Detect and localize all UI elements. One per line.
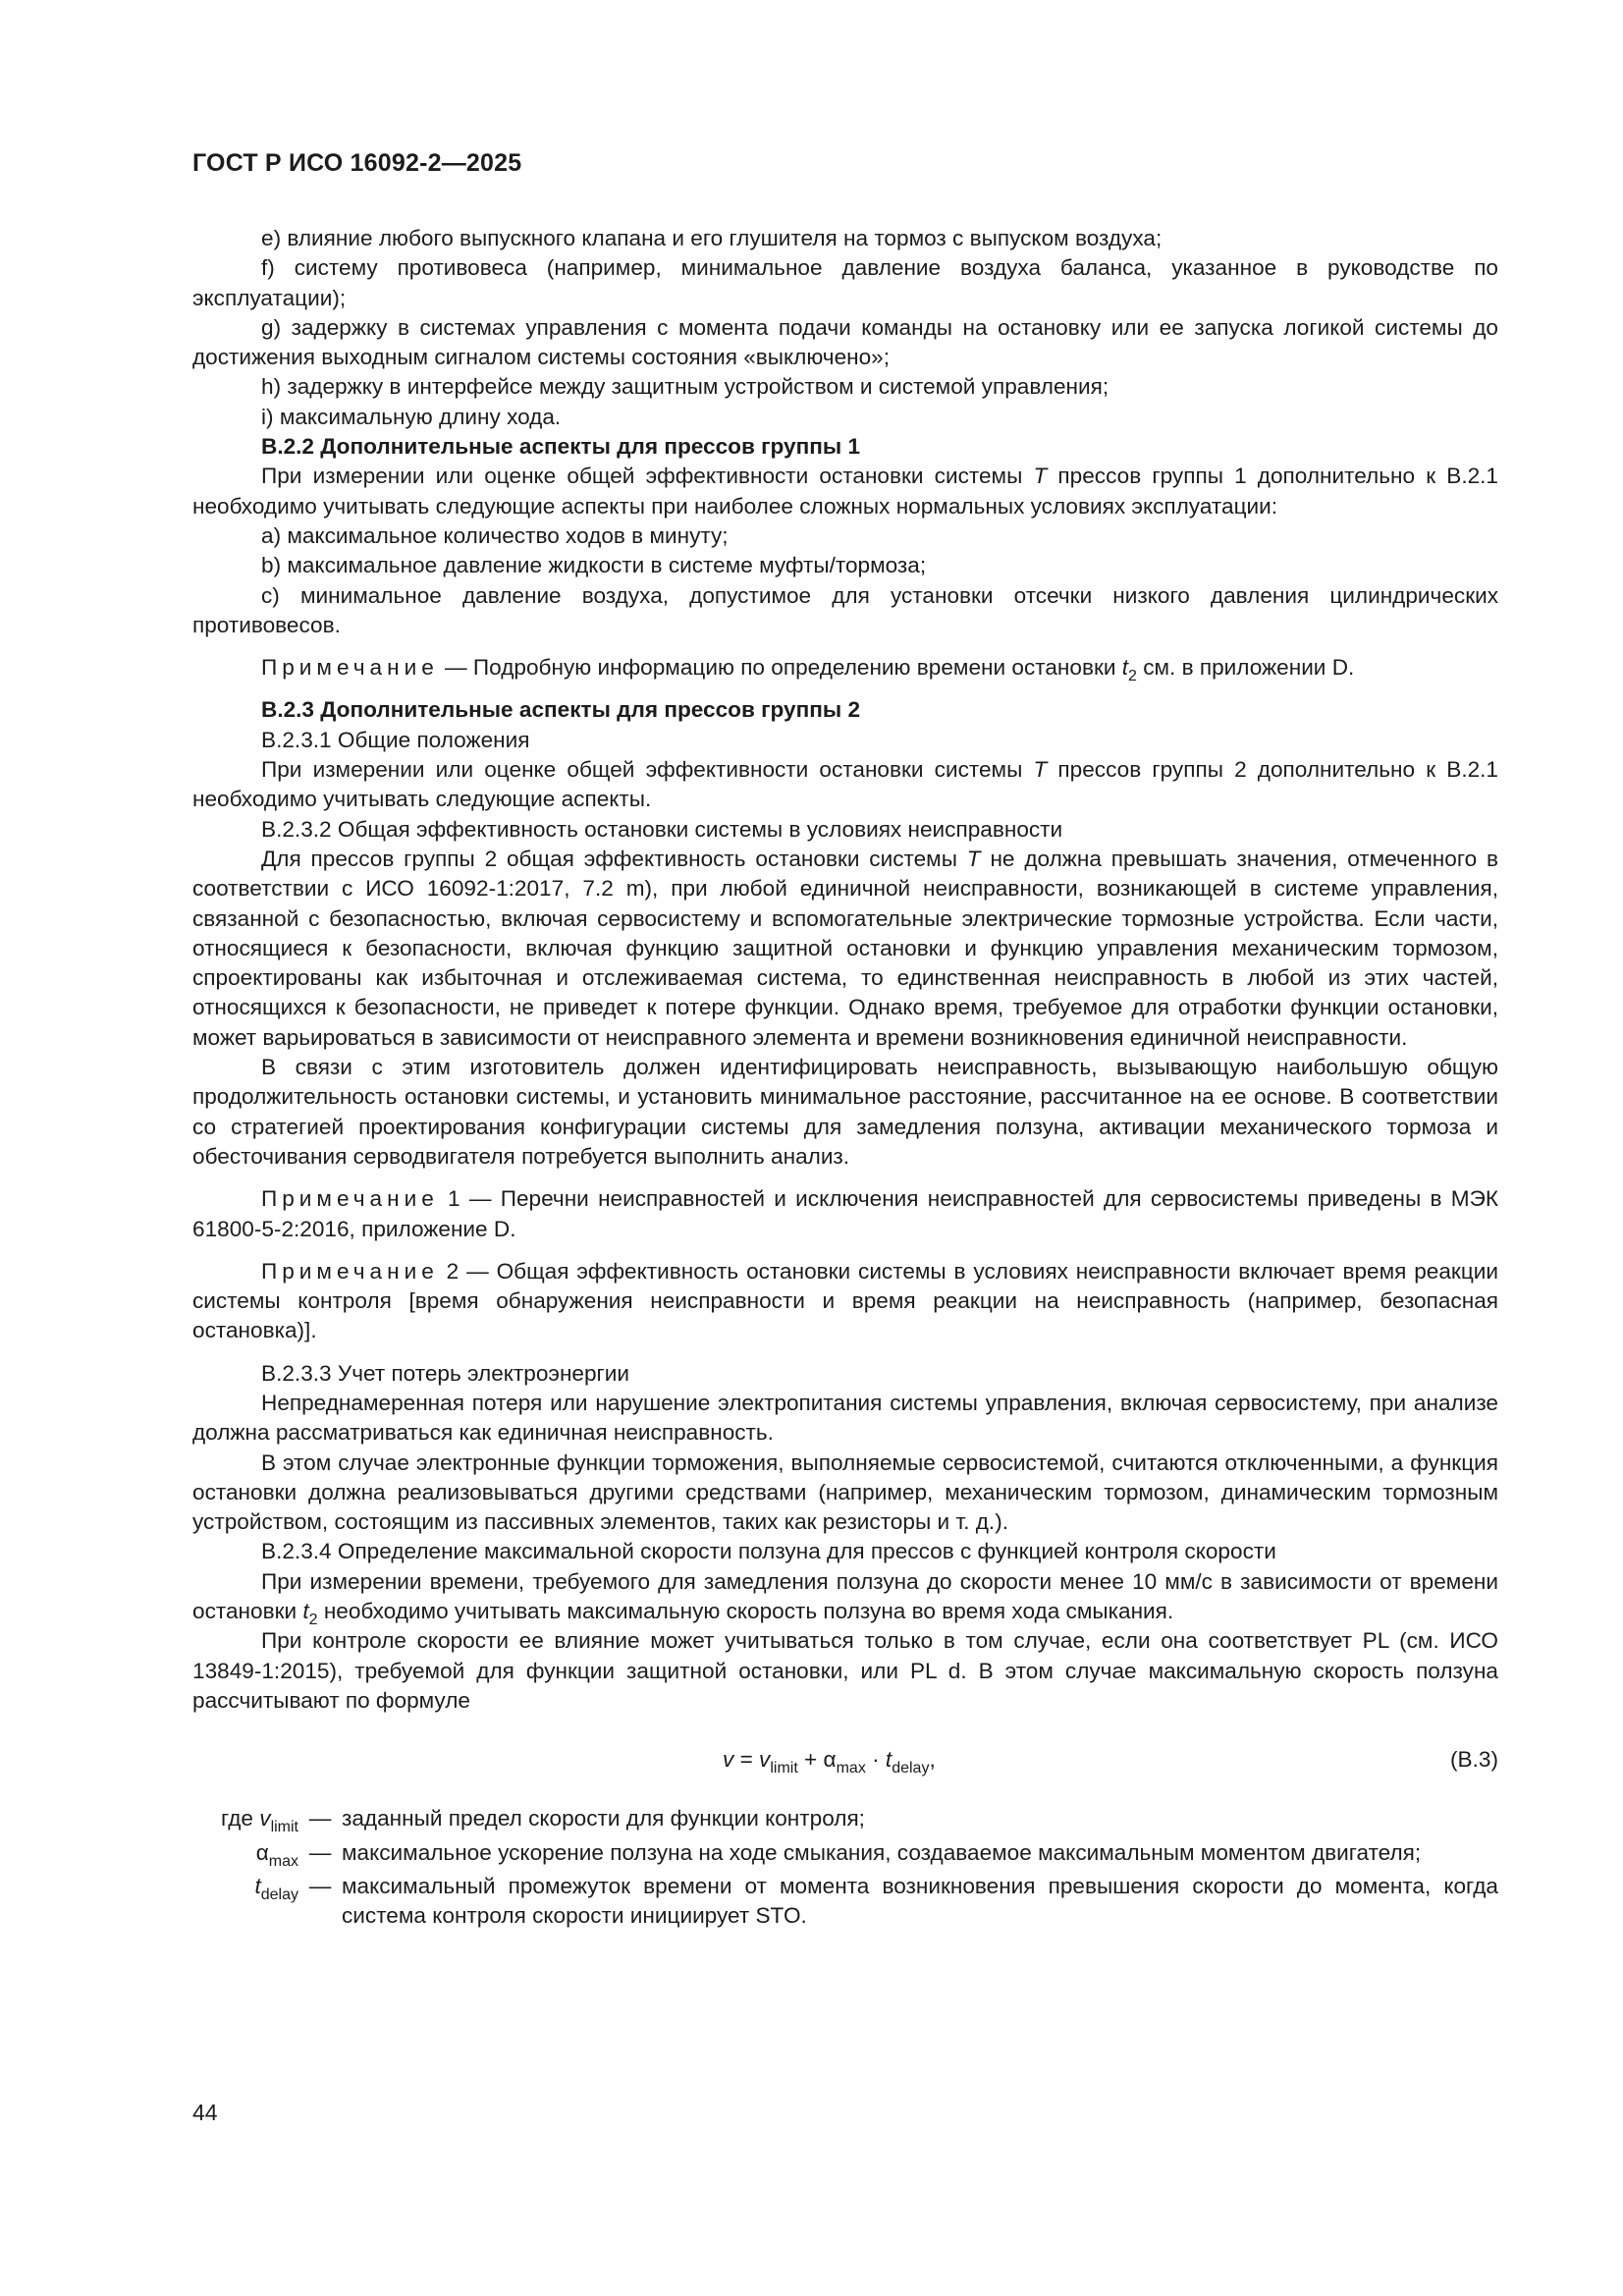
paragraph-b232-2: В связи с этим изготовитель должен идентифицировать неисправность, вызывающую наибольшую общую продолжительность остановки системы, и установить минимальное расстояние, рассчитанное на ее основе. В соответствии со стратегией проектирования конфигурации системы для замедления ползуна, активации механического тормоза и обесточивания серводвигателя потребуется выполнить анализ.	[192, 1055, 1498, 1169]
section-heading-b23: В.2.3 Дополнительные аспекты для прессов группы 2	[261, 697, 861, 723]
list-item-f: f) систему противовеса (например, минимальное давление воздуха баланса, указанное в руководстве по эксплуатации);	[192, 255, 1498, 310]
where-definition-amax: максимальное ускорение ползуна на ходе смыкания, создаваемое максимальным моментом двигателя;	[342, 1839, 1422, 1865]
paragraph-b233-1: Непреднамеренная потеря или нарушение электропитания системы управления, включая сервосистему, при анализе должна рассматриваться как единичная неисправность.	[192, 1390, 1498, 1446]
note-b22: Примечание — Подробную информацию по определению времени остановки $t_2$ см. в приложении D.	[261, 655, 1355, 685]
subsection-heading-b233: В.2.3.3 Учет потерь электроэнергии	[261, 1360, 630, 1386]
section-heading-b22: В.2.2 Дополнительные аспекты для прессов группы 1	[261, 434, 861, 460]
note-label: Примечание	[261, 1186, 439, 1212]
list-item-c: c) минимальное давление воздуха, допустимое для установки отсечки низкого давления цилиндрических противовесов.	[192, 582, 1498, 637]
where-definition-tdelay: максимальный промежуток времени от момента возникновения превышения скорости до момента, когда система контроля скорости инициирует STO.	[342, 1873, 1498, 1929]
note-1: Примечание 1 — Перечни неисправностей и исключения неисправностей для сервосистемы приведены в МЭК 61800-5-2:2016, приложение D.	[192, 1186, 1498, 1241]
formula-b3	[192, 1745, 1498, 1778]
paragraph-b232-1: Для прессов группы 2 общая эффективность остановки системы T не должна превышать значения, отмеченного в соответствии с ИСО 16092-1:2017, 7.2 m), при любой единичной неисправности, возникающей в системе управления, связанной с безопасностью, включая сервосистему и вспомогательные электрические тормозные устройства. Если части, относящиеся к безопасности, включая функцию защитной остановки и функцию управления механическим тормозом, спроектированы как избыточная и отслеживаемая система, то единственная неисправность в любой из этих частей, относящихся к безопасности, не приведет к потере функции. Однако время, требуемое для отработки функции остановки, может варьироваться в зависимости от неисправного элемента и времени возникновения единичной неисправности.	[192, 846, 1498, 1050]
where-dash: —	[308, 1873, 332, 1898]
where-dash: —	[308, 1839, 332, 1865]
paragraph-b22-intro: При измерении или оценке общей эффективности остановки системы T прессов группы 1 дополнительно к В.2.1 необходимо учитывать следующие аспекты при наиболее сложных нормальных условиях эксплуатации:	[192, 464, 1499, 519]
subsection-heading-b231: В.2.3.1 Общие положения	[261, 727, 530, 752]
formula-expression: $v = v_{limit} + \alpha_{max} \cdot t_{delay}$,	[723, 1747, 936, 1777]
note-2: Примечание 2 — Общая эффективность остановки системы в условиях неисправности включает время реакции системы контроля [время обнаружения неисправности и время реакции на неисправность (например, безопасная остановка)].	[192, 1258, 1498, 1343]
paragraph-b234-1: При измерении времени, требуемого для замедления ползуна до скорости менее 10 мм/с в зависимости от времени остановки $t_2$ необходимо учитывать максимальную скорость ползуна во время хода смыкания.	[192, 1568, 1498, 1629]
paragraph-b234-2: При контроле скорости ее влияние может учитываться только в том случае, если она соответствует PL (см. ИСО 13849-1:2015), требуемой для функции защитной остановки, или PL d. В этом случае максимальную скорость ползуна рассчитывают по формуле	[192, 1628, 1498, 1713]
note-label: Примечание	[261, 655, 439, 681]
where-dash: —	[308, 1806, 332, 1831]
list-item-b: b) максимальное давление жидкости в системе муфты/тормоза;	[261, 553, 927, 578]
subsection-heading-b234: В.2.3.4 Определение максимальной скорости ползуна для прессов с функцией контроля скорости	[261, 1539, 1276, 1564]
list-item-e: e) влияние любого выпускного клапана и его глушителя на тормоз с выпуском воздуха;	[261, 226, 1163, 250]
list-item-a: a) максимальное количество ходов в минуту;	[261, 522, 729, 548]
where-definition-vlimit: заданный предел скорости для функции контроля;	[342, 1806, 865, 1831]
where-symbol-amax: $\alpha_{max}$	[255, 1839, 298, 1870]
note-label: Примечание	[261, 1258, 439, 1284]
page-header: ГОСТ Р ИСО 16092-2—2025	[192, 149, 522, 177]
paragraph-b231: При измерении или оценке общей эффективности остановки системы T прессов группы 2 дополнительно к В.2.1 необходимо учитывать следующие аспекты.	[192, 757, 1499, 812]
where-symbol-tdelay: $t_{delay}$	[254, 1873, 298, 1903]
list-item-i: i) максимальную длину хода.	[261, 404, 562, 429]
list-item-h: h) задержку в интерфейсе между защитным устройством и системой управления;	[261, 374, 1109, 400]
where-list	[192, 1804, 1498, 1931]
where-symbol-vlimit: где $v_{limit}$	[221, 1806, 298, 1836]
formula-number: (B.3)	[1450, 1747, 1498, 1773]
paragraph-b233-2: В этом случае электронные функции торможения, выполняемые сервосистемой, считаются отключенными, а функция остановки должна реализовываться другими средствами (например, механическим тормозом, динамическим тормозным устройством, состоящим из пассивных элементов, таких как резисторы и т. д.).	[192, 1449, 1498, 1535]
page-number: 44	[192, 2100, 218, 2125]
text-body	[192, 224, 1498, 1931]
list-item-g: g) задержку в системах управления с момента подачи команды на остановку или ее запуска логикой системы до достижения выходным сигналом системы состояния «выключено»;	[192, 314, 1498, 370]
subsection-heading-b232: В.2.3.2 Общая эффективность остановки системы в условиях неисправности	[261, 816, 1063, 842]
